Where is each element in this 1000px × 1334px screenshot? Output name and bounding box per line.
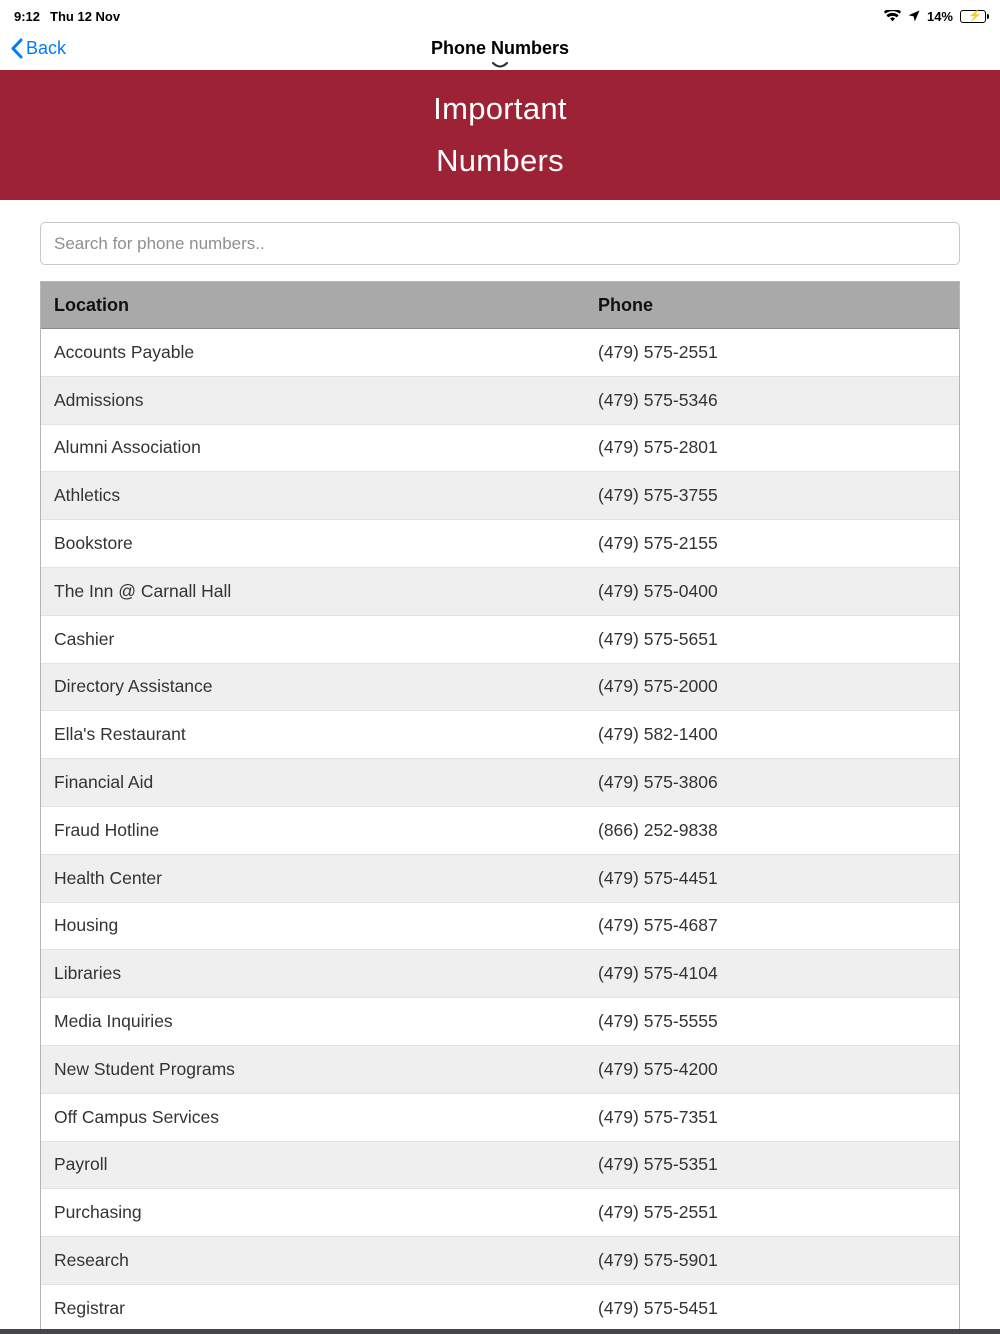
phone-cell: (479) 575-5555 [598,1011,718,1032]
table-row[interactable] [41,616,959,664]
table-row[interactable] [41,903,959,951]
location-cell: Cashier [54,628,115,649]
table-row[interactable] [41,1142,959,1190]
phone-cell: (866) 252-9838 [598,819,718,840]
wifi-icon [884,10,901,22]
nav-bar [0,26,1000,70]
table-row[interactable] [41,950,959,998]
status-time: 9:12 [14,8,41,24]
phone-cell: (479) 575-5351 [598,1154,718,1175]
bottom-cutoff-bar [0,1329,1000,1334]
phone-cell: (479) 575-4687 [598,915,718,936]
location-cell: Directory Assistance [54,676,213,697]
phone-cell: (479) 575-2000 [598,676,718,697]
phone-cell: (479) 575-3806 [598,772,718,793]
phone-numbers-table [40,281,960,1334]
location-arrow-icon [908,10,920,22]
location-cell: Off Campus Services [54,1106,220,1127]
phone-cell: (479) 575-2551 [598,1202,718,1223]
banner-title-line2: Numbers [436,143,564,178]
phone-cell: (479) 575-2801 [598,437,718,458]
location-cell: Registrar [54,1297,125,1318]
phone-cell: (479) 575-0400 [598,580,718,601]
table-row[interactable] [41,1094,959,1142]
location-cell: Research [54,1250,129,1271]
location-cell: New Student Programs [54,1058,235,1079]
phone-cell: (479) 575-4104 [598,963,718,984]
location-cell: Bookstore [54,533,133,554]
table-row[interactable] [41,520,959,568]
table-row[interactable] [41,568,959,616]
phone-cell: (479) 575-5901 [598,1250,718,1271]
page-title: Phone Numbers [430,37,570,58]
phone-cell: (479) 575-7351 [598,1106,718,1127]
phone-cell: (479) 575-4200 [598,1058,718,1079]
location-cell: Ella's Restaurant [54,724,186,745]
column-header-phone: Phone [598,294,654,315]
location-cell: Health Center [54,867,162,888]
table-row[interactable] [41,807,959,855]
location-cell: Payroll [54,1154,108,1175]
table-row[interactable] [41,711,959,759]
location-cell: Alumni Association [54,437,201,458]
table-row[interactable] [41,472,959,520]
status-date: Thu 12 Nov [50,8,121,24]
location-cell: Media Inquiries [54,1011,173,1032]
status-bar [0,0,1000,26]
table-row[interactable] [41,855,959,903]
phone-cell: (479) 575-2155 [598,533,718,554]
back-label: Back [26,37,67,58]
title-caret-icon [491,62,509,70]
phone-cell: (479) 575-4451 [598,867,718,888]
table-row[interactable] [41,329,959,377]
table-body [41,329,959,1333]
banner [0,70,1000,200]
location-cell: Accounts Payable [54,341,195,362]
back-chevron-icon [10,38,23,59]
location-cell: Purchasing [54,1202,142,1223]
battery-percent: 14% [926,8,953,24]
table-row[interactable] [41,664,959,712]
location-cell: Fraud Hotline [54,819,160,840]
table-row[interactable] [41,377,959,425]
location-cell: Admissions [54,389,144,410]
phone-cell: (479) 575-3755 [598,485,718,506]
column-header-location: Location [54,294,129,315]
table-row[interactable] [41,998,959,1046]
table-row[interactable] [41,1189,959,1237]
location-cell: Libraries [54,963,122,984]
table-row[interactable] [41,425,959,473]
table-row[interactable] [41,1046,959,1094]
phone-cell: (479) 575-5651 [598,628,718,649]
banner-title-line1: Important [433,91,567,126]
location-cell: Athletics [54,485,121,506]
location-cell: Housing [54,915,119,936]
search-section [0,200,1000,281]
table-row[interactable] [41,759,959,807]
battery-charging-icon: ⚡ [960,10,986,23]
phone-cell: (479) 582-1400 [598,724,718,745]
location-cell: Financial Aid [54,772,154,793]
table-row[interactable] [41,1237,959,1285]
location-cell: The Inn @ Carnall Hall [54,580,232,601]
table-header-row [41,282,959,329]
table-row[interactable] [41,1285,959,1333]
phone-cell: (479) 575-2551 [598,341,718,362]
search-input[interactable] [40,222,960,265]
phone-cell: (479) 575-5346 [598,389,718,410]
phone-cell: (479) 575-5451 [598,1297,718,1318]
back-button[interactable] [10,26,66,70]
